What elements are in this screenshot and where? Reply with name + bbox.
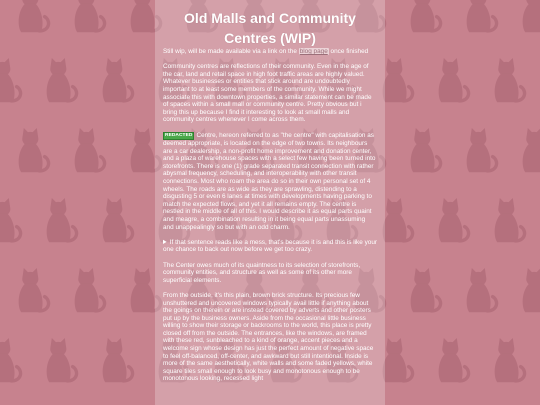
paragraph-quaintness: The Center owes much of its quaintness to its selection of storefronts, community entities, and structure as well as some of its other more superficial elements.: [163, 261, 361, 284]
cat-silhouette: [523, 268, 540, 312]
paragraph-the-centre-text: Centre, hereon referred to as "the centre" with capitalisation as deemed appropriate, is located on the edge of two towns. Its neighbours are a car dealership, a non-profit home improvement and donation center, and a plaza of warehouse spaces with a select few having been turned into storefronts. There is one (1) grade separated transit connection with rather abysmal frequency, scheduling, and interoperability with other transit connections. Most who roam the area do so in their own personal set of 4 wheels. The roads are as wide as they are sprawling, distending to a disgusting 5 or even 6 lanes at times with developments having parking to match the expected flows, and yet it all remains empty. The centre is nestled in the middle of all of this. I would describe it as equal parts quaint and meagre, a combination resulting in it being equal parts unassuming and unappealingly so but with an odd charm.: [163, 131, 376, 231]
cat-silhouette: [495, 198, 525, 242]
cat-silhouette: [467, 268, 497, 312]
cat-silhouette: [103, 198, 133, 242]
cat-silhouette: [439, 198, 469, 242]
cat-silhouette: [411, 268, 441, 312]
cat-silhouette: [523, 128, 540, 172]
cat-silhouette: [75, 268, 105, 312]
content-column: [155, 0, 385, 405]
cat-silhouette: [47, 198, 77, 242]
aside-details: [163, 239, 377, 254]
redacted-badge: REDACTED: [165, 133, 193, 139]
cat-silhouette: [0, 58, 21, 102]
intro-text-before: Still wip, will be made available via a link on the: [163, 48, 299, 55]
paragraph-community-centres: Community centres are reflections of their community. Even in the age of the car, land and retail space in high foot traffic areas are highly valued. Whatever businesses or entities that stick around are undoubtedly important to at least some members of the community. While we might associate this with downtown properties, a similar statement can be made of spaces within a small mall or community centre. Pretty obvious but i bring this up because I find it interesting to look at small malls and community centres whenever I come across them.: [163, 63, 372, 124]
cat-silhouette: [0, 338, 21, 382]
cat-silhouette: [75, 128, 105, 172]
paragraph-the-centre: [163, 132, 377, 232]
cat-silhouette: [103, 338, 133, 382]
aside-summary[interactable]: If that sentence reads like a mess, that's because it is and this is like your one chance to back out now before we get too crazy.: [163, 238, 378, 254]
cat-silhouette: [47, 338, 77, 382]
page-title: Old Malls and Community Centres (WIP): [184, 10, 356, 46]
cat-silhouette: [19, 0, 49, 32]
cat-silhouette: [103, 58, 133, 102]
cat-silhouette: [439, 58, 469, 102]
cat-silhouette: [411, 128, 441, 172]
intro-text-after: once finished: [328, 48, 369, 55]
cat-silhouette: [467, 128, 497, 172]
cat-silhouette: [467, 0, 497, 32]
paragraph-outside: From the outside, it's this plain, brown brick structure. Its precious few unshuttered and uncovered windows typically avail little if anything about the goings on therein or are instead covered by adverts and other posters put up by the business owners. Aside from the occasional little business willing to show their storage or backrooms to the world, this place is pretty closed off from the outside. The entrances, like the windows, are framed with these red, sunbleached to a kind of orange, accent pieces and a welcome sign whose design has just the perfect amount of negative space to feel off-balanced, off-center, and awkward but still intentional. Inside is more of the same aesthetically, white walls and some faded yellows, white square tiles small enough to look busy and monotonous enough to be monotonous looking, recessed light: [163, 291, 374, 383]
cat-silhouette: [523, 0, 540, 32]
cat-silhouette: [383, 58, 413, 102]
cat-silhouette: [0, 198, 21, 242]
blog-page-link[interactable]: blog page: [299, 48, 328, 55]
cat-silhouette: [47, 58, 77, 102]
cat-silhouette: [495, 58, 525, 102]
cat-silhouette: [495, 338, 525, 382]
cat-silhouette: [439, 338, 469, 382]
intro-paragraph: [163, 48, 377, 56]
cat-silhouette: [383, 198, 413, 242]
cat-silhouette: [75, 0, 105, 32]
cat-silhouette: [383, 338, 413, 382]
cat-silhouette: [19, 268, 49, 312]
cat-silhouette: [411, 0, 441, 32]
cat-silhouette: [19, 128, 49, 172]
